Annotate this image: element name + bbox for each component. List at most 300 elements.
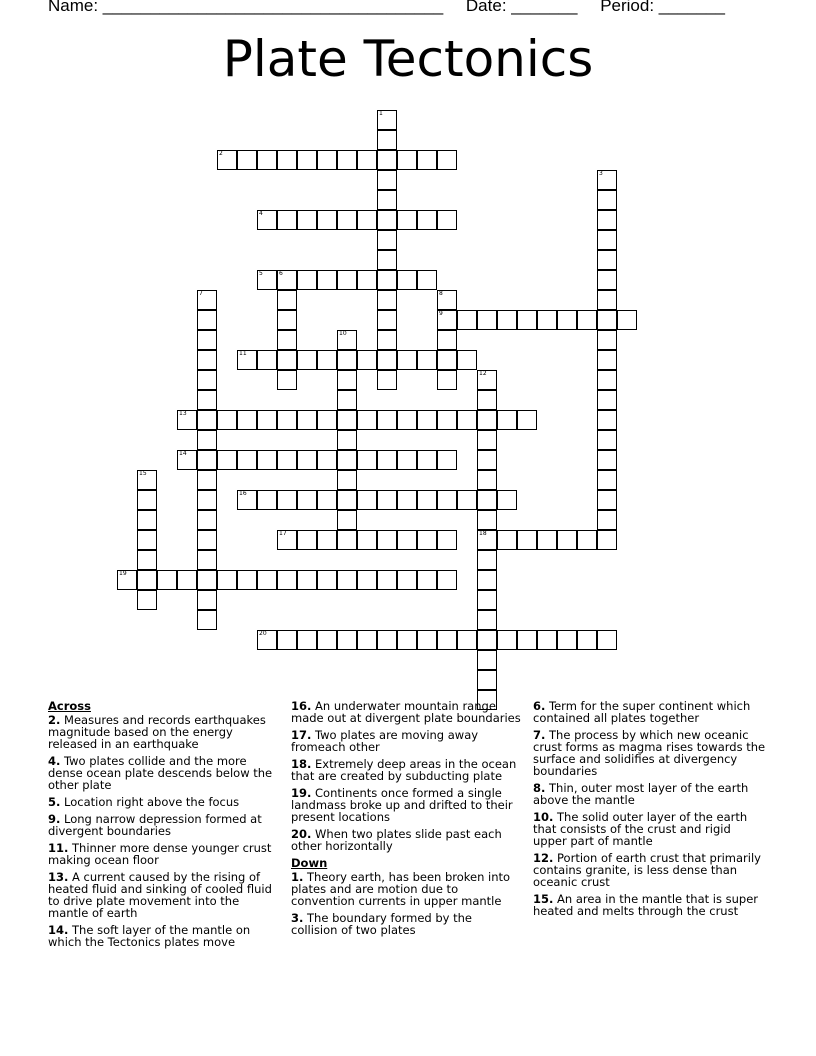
crossword-cell[interactable]: [197, 390, 217, 410]
clue-item-number: 20.: [291, 827, 312, 841]
clue-item-text: Thin, outer most layer of the earth above the mantle: [533, 781, 749, 807]
crossword-cell[interactable]: [437, 290, 457, 310]
clue-item-number: 14.: [48, 923, 69, 937]
crossword-cell[interactable]: [357, 270, 377, 290]
crossword-cell[interactable]: [377, 290, 397, 310]
crossword-cell[interactable]: [237, 350, 257, 370]
crossword-cell[interactable]: [457, 630, 477, 650]
date-field[interactable]: Date: _______: [465, 0, 578, 15]
crossword-cell[interactable]: [137, 510, 157, 530]
crossword-cell[interactable]: [137, 530, 157, 550]
crossword-cell[interactable]: [317, 570, 337, 590]
clue-item-text: Long narrow depression formed at divergent boundaries: [48, 812, 262, 838]
crossword-cell[interactable]: [557, 310, 577, 330]
crossword-cell[interactable]: [297, 210, 317, 230]
crossword-cell[interactable]: [477, 630, 497, 650]
clue-number: 1: [379, 110, 383, 117]
crossword-cell[interactable]: [237, 570, 257, 590]
clue-number: 7: [199, 290, 203, 297]
crossword-cell[interactable]: [417, 270, 437, 290]
clue-number: 6: [279, 270, 283, 277]
clue-item-text: An area in the mantle that is super heated and melts through the crust: [533, 892, 759, 918]
period-field[interactable]: Period: _______: [600, 0, 725, 15]
crossword-cell[interactable]: [497, 310, 517, 330]
crossword-cell[interactable]: [257, 410, 277, 430]
crossword-cell[interactable]: [377, 110, 397, 130]
clue-item-number: 2.: [48, 713, 61, 727]
crossword-cell[interactable]: [437, 330, 457, 350]
crossword-cell[interactable]: [377, 190, 397, 210]
crossword-cell[interactable]: [357, 410, 377, 430]
crossword-cell[interactable]: [437, 570, 457, 590]
crossword-cell[interactable]: [217, 150, 237, 170]
crossword-cell[interactable]: [197, 550, 217, 570]
clue-item: [291, 871, 521, 907]
clue-item-text: The process by which new oceanic crust forms as magma rises towards the surface and solidifies at divergency boundaries: [533, 728, 766, 778]
clue-item: [48, 924, 283, 948]
crossword-cell[interactable]: [237, 150, 257, 170]
crossword-cell[interactable]: [257, 490, 277, 510]
crossword-cell[interactable]: [577, 630, 597, 650]
crossword-cell[interactable]: [257, 150, 277, 170]
crossword-cell[interactable]: [417, 570, 437, 590]
crossword-cell[interactable]: [377, 130, 397, 150]
crossword-cell[interactable]: [457, 410, 477, 430]
clue-item-text: Two plates are moving away fromeach other: [291, 728, 479, 754]
crossword-cell[interactable]: [197, 510, 217, 530]
clue-number: 17: [279, 530, 287, 537]
clue-number: 10: [339, 330, 347, 337]
crossword-cell[interactable]: [477, 430, 497, 450]
crossword-cell[interactable]: [437, 150, 457, 170]
crossword-cell[interactable]: [277, 290, 297, 310]
crossword-cell[interactable]: [217, 410, 237, 430]
crossword-cell[interactable]: [197, 570, 217, 590]
crossword-cell[interactable]: [497, 530, 517, 550]
crossword-cell[interactable]: [397, 350, 417, 370]
crossword-cell[interactable]: [597, 490, 617, 510]
crossword-cell[interactable]: [297, 350, 317, 370]
clue-number: 5: [259, 270, 263, 277]
crossword-cell[interactable]: [277, 530, 297, 550]
crossword-cell[interactable]: [197, 290, 217, 310]
crossword-cell[interactable]: [197, 430, 217, 450]
crossword-cell[interactable]: [477, 510, 497, 530]
clue-item: [291, 828, 521, 852]
crossword-cell[interactable]: [337, 430, 357, 450]
crossword-cell[interactable]: [297, 570, 317, 590]
crossword-cell[interactable]: [337, 570, 357, 590]
crossword-cell[interactable]: [497, 630, 517, 650]
crossword-cell[interactable]: [397, 530, 417, 550]
clue-item: [48, 813, 283, 837]
crossword-cell[interactable]: [317, 410, 337, 430]
crossword-cell[interactable]: [257, 350, 277, 370]
crossword-cell[interactable]: [277, 350, 297, 370]
crossword-cell[interactable]: [377, 210, 397, 230]
clue-number: 12: [479, 370, 487, 377]
crossword-cell[interactable]: [477, 310, 497, 330]
crossword-cell[interactable]: [257, 570, 277, 590]
clue-item-text: Measures and records earthquakes magnitude based on the energy released in an earthquake: [48, 713, 266, 751]
crossword-cell[interactable]: [597, 430, 617, 450]
crossword-cell[interactable]: [217, 450, 237, 470]
clue-number: 11: [239, 350, 247, 357]
crossword-cell[interactable]: [337, 490, 357, 510]
crossword-cell[interactable]: [597, 270, 617, 290]
crossword-cell[interactable]: [517, 530, 537, 550]
crossword-cell[interactable]: [357, 530, 377, 550]
crossword-cell[interactable]: [417, 530, 437, 550]
clue-item: [533, 852, 768, 888]
crossword-cell[interactable]: [477, 490, 497, 510]
crossword-cell[interactable]: [257, 210, 277, 230]
crossword-cell[interactable]: [477, 650, 497, 670]
crossword-cell[interactable]: [357, 570, 377, 590]
crossword-cell[interactable]: [597, 390, 617, 410]
clues-column-3: [533, 700, 768, 922]
crossword-cell[interactable]: [177, 570, 197, 590]
crossword-cell[interactable]: [477, 450, 497, 470]
crossword-cell[interactable]: [397, 570, 417, 590]
crossword-cell[interactable]: [477, 670, 497, 690]
crossword-cell[interactable]: [197, 530, 217, 550]
crossword-cell[interactable]: [137, 550, 157, 570]
clue-item: [48, 842, 283, 866]
crossword-cell[interactable]: [617, 310, 637, 330]
clue-item-text: When two plates slide past each other horizontally: [291, 827, 502, 853]
crossword-cell[interactable]: [597, 290, 617, 310]
clue-number: 18: [479, 530, 487, 537]
crossword-cell[interactable]: [477, 390, 497, 410]
clue-item-text: Portion of earth crust that primarily contains granite, is less dense than oceanic crust: [533, 851, 761, 889]
crossword-cell[interactable]: [317, 530, 337, 550]
clue-item-number: 10.: [533, 810, 554, 824]
clue-number: 9: [439, 310, 443, 317]
crossword-cell[interactable]: [437, 630, 457, 650]
clue-item: [291, 729, 521, 753]
crossword-cell[interactable]: [397, 150, 417, 170]
clue-item: [291, 912, 521, 936]
clue-item-number: 15.: [533, 892, 554, 906]
crossword-cell[interactable]: [297, 490, 317, 510]
crossword-cell[interactable]: [397, 490, 417, 510]
crossword-cell[interactable]: [377, 270, 397, 290]
clue-item: [533, 893, 768, 917]
clue-item-text: Thinner more dense younger crust making ocean floor: [48, 841, 272, 867]
crossword-cell[interactable]: [317, 630, 337, 650]
crossword-cell[interactable]: [377, 310, 397, 330]
crossword-cell[interactable]: [597, 350, 617, 370]
clue-item-number: 3.: [291, 911, 304, 925]
crossword-cell[interactable]: [297, 530, 317, 550]
clue-item: [291, 787, 521, 823]
clue-item-number: 1.: [291, 870, 304, 884]
crossword-cell[interactable]: [377, 370, 397, 390]
crossword-cell[interactable]: [457, 310, 477, 330]
clue-item: [533, 811, 768, 847]
clue-item-number: 6.: [533, 699, 546, 713]
crossword-cell[interactable]: [537, 310, 557, 330]
crossword-cell[interactable]: [417, 630, 437, 650]
crossword-cell[interactable]: [477, 530, 497, 550]
crossword-cell[interactable]: [597, 170, 617, 190]
crossword-cell[interactable]: [497, 490, 517, 510]
crossword-cell[interactable]: [357, 630, 377, 650]
crossword-cell[interactable]: [337, 530, 357, 550]
clue-item: [533, 700, 768, 724]
crossword-cell[interactable]: [297, 270, 317, 290]
clue-item-text: Two plates collide and the more dense ocean plate descends below the other plate: [48, 754, 273, 792]
crossword-cell[interactable]: [417, 410, 437, 430]
crossword-cell[interactable]: [377, 350, 397, 370]
crossword-cell[interactable]: [377, 230, 397, 250]
crossword-cell[interactable]: [337, 330, 357, 350]
crossword-cell[interactable]: [437, 410, 457, 430]
crossword-cell[interactable]: [217, 570, 237, 590]
crossword-cell[interactable]: [377, 490, 397, 510]
crossword-cell[interactable]: [197, 330, 217, 350]
crossword-cell[interactable]: [477, 570, 497, 590]
clue-item: [291, 700, 521, 724]
crossword-cell[interactable]: [197, 470, 217, 490]
crossword-cell[interactable]: [177, 450, 197, 470]
clue-number: 16: [239, 490, 247, 497]
crossword-cell[interactable]: [317, 350, 337, 370]
clue-item-text: The soft layer of the mantle on which the Tectonics plates move: [48, 923, 251, 949]
crossword-cell[interactable]: [517, 630, 537, 650]
crossword-cell[interactable]: [577, 310, 597, 330]
crossword-cell[interactable]: [557, 630, 577, 650]
crossword-cell[interactable]: [197, 610, 217, 630]
crossword-cell[interactable]: [437, 370, 457, 390]
clue-item: [48, 796, 283, 808]
clue-item-number: 4.: [48, 754, 61, 768]
crossword-cell[interactable]: [337, 270, 357, 290]
crossword-cell[interactable]: [597, 630, 617, 650]
clue-item-text: Term for the super continent which contained all plates together: [533, 699, 751, 725]
clue-item: [533, 782, 768, 806]
clue-number: 2: [219, 150, 223, 157]
crossword-cell[interactable]: [477, 550, 497, 570]
crossword-cell[interactable]: [437, 530, 457, 550]
crossword-cell[interactable]: [597, 530, 617, 550]
crossword-cell[interactable]: [297, 410, 317, 430]
crossword-cell[interactable]: [117, 570, 137, 590]
crossword-cell[interactable]: [417, 150, 437, 170]
clue-number: 14: [179, 450, 187, 457]
crossword-cell[interactable]: [197, 590, 217, 610]
crossword-cell[interactable]: [137, 570, 157, 590]
crossword-cell[interactable]: [197, 450, 217, 470]
crossword-cell[interactable]: [277, 210, 297, 230]
crossword-cell[interactable]: [477, 370, 497, 390]
clue-item: [48, 871, 283, 919]
crossword-cell[interactable]: [337, 390, 357, 410]
crossword-cell[interactable]: [457, 490, 477, 510]
crossword-cell[interactable]: [577, 530, 597, 550]
crossword-cell[interactable]: [597, 510, 617, 530]
crossword-cell[interactable]: [357, 490, 377, 510]
crossword-cell[interactable]: [557, 530, 577, 550]
crossword-cell[interactable]: [277, 410, 297, 430]
crossword-cell[interactable]: [377, 570, 397, 590]
crossword-cell[interactable]: [417, 450, 437, 470]
clues-column-1: [48, 700, 283, 953]
crossword-cell[interactable]: [477, 410, 497, 430]
crossword-cell[interactable]: [477, 470, 497, 490]
crossword-cell[interactable]: [417, 210, 437, 230]
crossword-cell[interactable]: [377, 530, 397, 550]
crossword-cell[interactable]: [377, 630, 397, 650]
crossword-cell[interactable]: [337, 510, 357, 530]
crossword-cell[interactable]: [597, 450, 617, 470]
crossword-cell[interactable]: [357, 150, 377, 170]
crossword-cell[interactable]: [197, 490, 217, 510]
clue-item-number: 9.: [48, 812, 61, 826]
crossword-cell[interactable]: [277, 310, 297, 330]
clue-number: 19: [119, 570, 127, 577]
crossword-cell[interactable]: [277, 150, 297, 170]
crossword-cell[interactable]: [597, 410, 617, 430]
crossword-cell[interactable]: [337, 450, 357, 470]
clue-item: [533, 729, 768, 777]
crossword-cell[interactable]: [237, 490, 257, 510]
clue-item-text: The solid outer layer of the earth that consists of the crust and rigid upper part of mantle: [533, 810, 748, 848]
crossword-cell[interactable]: [197, 410, 217, 430]
crossword-cell[interactable]: [457, 350, 477, 370]
clue-item-text: Extremely deep areas in the ocean that are created by subducting plate: [291, 757, 517, 783]
crossword-cell[interactable]: [437, 350, 457, 370]
crossword-cell[interactable]: [597, 190, 617, 210]
crossword-cell[interactable]: [597, 310, 617, 330]
clue-item-text: Location right above the focus: [60, 795, 240, 809]
crossword-cell[interactable]: [297, 630, 317, 650]
crossword-cell[interactable]: [277, 570, 297, 590]
crossword-cell[interactable]: [377, 250, 397, 270]
crossword-cell[interactable]: [317, 490, 337, 510]
clue-number: 15: [139, 470, 147, 477]
crossword-cell[interactable]: [597, 250, 617, 270]
clue-item-number: 19.: [291, 786, 312, 800]
crossword-cell[interactable]: [537, 630, 557, 650]
crossword-cell[interactable]: [237, 450, 257, 470]
crossword-cell[interactable]: [277, 330, 297, 350]
crossword-cell[interactable]: [277, 630, 297, 650]
down-heading: Down: [291, 856, 328, 870]
crossword-cell[interactable]: [417, 490, 437, 510]
crossword-cell[interactable]: [377, 150, 397, 170]
crossword-cell[interactable]: [517, 410, 537, 430]
crossword-cell[interactable]: [437, 310, 457, 330]
crossword-cell[interactable]: [437, 210, 457, 230]
crossword-cell[interactable]: [277, 490, 297, 510]
crossword-cell[interactable]: [297, 150, 317, 170]
clue-item: [48, 714, 283, 750]
crossword-cell[interactable]: [337, 150, 357, 170]
clue-item-text: The boundary formed by the collision of two plates: [291, 911, 473, 937]
clue-number: 8: [439, 290, 443, 297]
crossword-cell[interactable]: [377, 330, 397, 350]
crossword-cell[interactable]: [377, 170, 397, 190]
clue-number: 4: [259, 210, 263, 217]
crossword-cell[interactable]: [197, 310, 217, 330]
crossword-cell[interactable]: [337, 470, 357, 490]
crossword-cell[interactable]: [277, 270, 297, 290]
crossword-cell[interactable]: [317, 270, 337, 290]
crossword-cell[interactable]: [397, 210, 417, 230]
crossword-cell[interactable]: [277, 450, 297, 470]
clue-item-number: 11.: [48, 841, 69, 855]
crossword-cell[interactable]: [517, 310, 537, 330]
crossword-cell[interactable]: [357, 210, 377, 230]
crossword-cell[interactable]: [197, 370, 217, 390]
crossword-cell[interactable]: [237, 410, 257, 430]
crossword-cell[interactable]: [357, 350, 377, 370]
crossword-cell[interactable]: [297, 450, 317, 470]
crossword-cell[interactable]: [337, 410, 357, 430]
crossword-cell[interactable]: [477, 610, 497, 630]
crossword-cell[interactable]: [377, 410, 397, 430]
crossword-cell[interactable]: [137, 490, 157, 510]
crossword-cell[interactable]: [397, 450, 417, 470]
crossword-cell[interactable]: [157, 570, 177, 590]
across-heading: Across: [48, 699, 91, 713]
clue-item-number: 18.: [291, 757, 312, 771]
crossword-cell[interactable]: [437, 450, 457, 470]
crossword-cell[interactable]: [597, 230, 617, 250]
crossword-cell[interactable]: [337, 630, 357, 650]
clue-item-number: 12.: [533, 851, 554, 865]
crossword-cell[interactable]: [337, 350, 357, 370]
crossword-cell[interactable]: [317, 450, 337, 470]
crossword-cell[interactable]: [597, 330, 617, 350]
clue-item-number: 7.: [533, 728, 546, 742]
crossword-cell[interactable]: [257, 630, 277, 650]
clue-item-text: An underwater mountain range made out at divergent plate boundaries: [291, 699, 521, 725]
crossword-cell[interactable]: [337, 370, 357, 390]
crossword-cell[interactable]: [197, 350, 217, 370]
name-field[interactable]: Name: ____________________________________: [48, 0, 444, 15]
crossword-cell[interactable]: [177, 410, 197, 430]
clue-item-number: 5.: [48, 795, 61, 809]
crossword-cell[interactable]: [317, 210, 337, 230]
crossword-cell[interactable]: [257, 450, 277, 470]
crossword-cell[interactable]: [597, 470, 617, 490]
crossword-cell[interactable]: [337, 210, 357, 230]
crossword-cell[interactable]: [277, 370, 297, 390]
crossword-cell[interactable]: [537, 530, 557, 550]
crossword-cell[interactable]: [477, 590, 497, 610]
crossword-cell[interactable]: [137, 590, 157, 610]
crossword-cell[interactable]: [137, 470, 157, 490]
crossword-cell[interactable]: [597, 210, 617, 230]
crossword-cell[interactable]: [437, 490, 457, 510]
crossword-cell[interactable]: [417, 350, 437, 370]
clue-item-text: A current caused by the rising of heated fluid and sinking of cooled fluid to drive plate movement into the mantle of earth: [48, 870, 272, 920]
crossword-cell[interactable]: [597, 370, 617, 390]
crossword-cell[interactable]: [397, 630, 417, 650]
crossword-cell[interactable]: [497, 410, 517, 430]
crossword-cell[interactable]: [317, 150, 337, 170]
crossword-cell[interactable]: [377, 450, 397, 470]
crossword-cell[interactable]: [397, 270, 417, 290]
crossword-cell[interactable]: [357, 450, 377, 470]
clues-column-2: [291, 700, 521, 941]
page-title: Plate Tectonics: [222, 30, 594, 88]
crossword-cell[interactable]: [397, 410, 417, 430]
crossword-cell[interactable]: [257, 270, 277, 290]
